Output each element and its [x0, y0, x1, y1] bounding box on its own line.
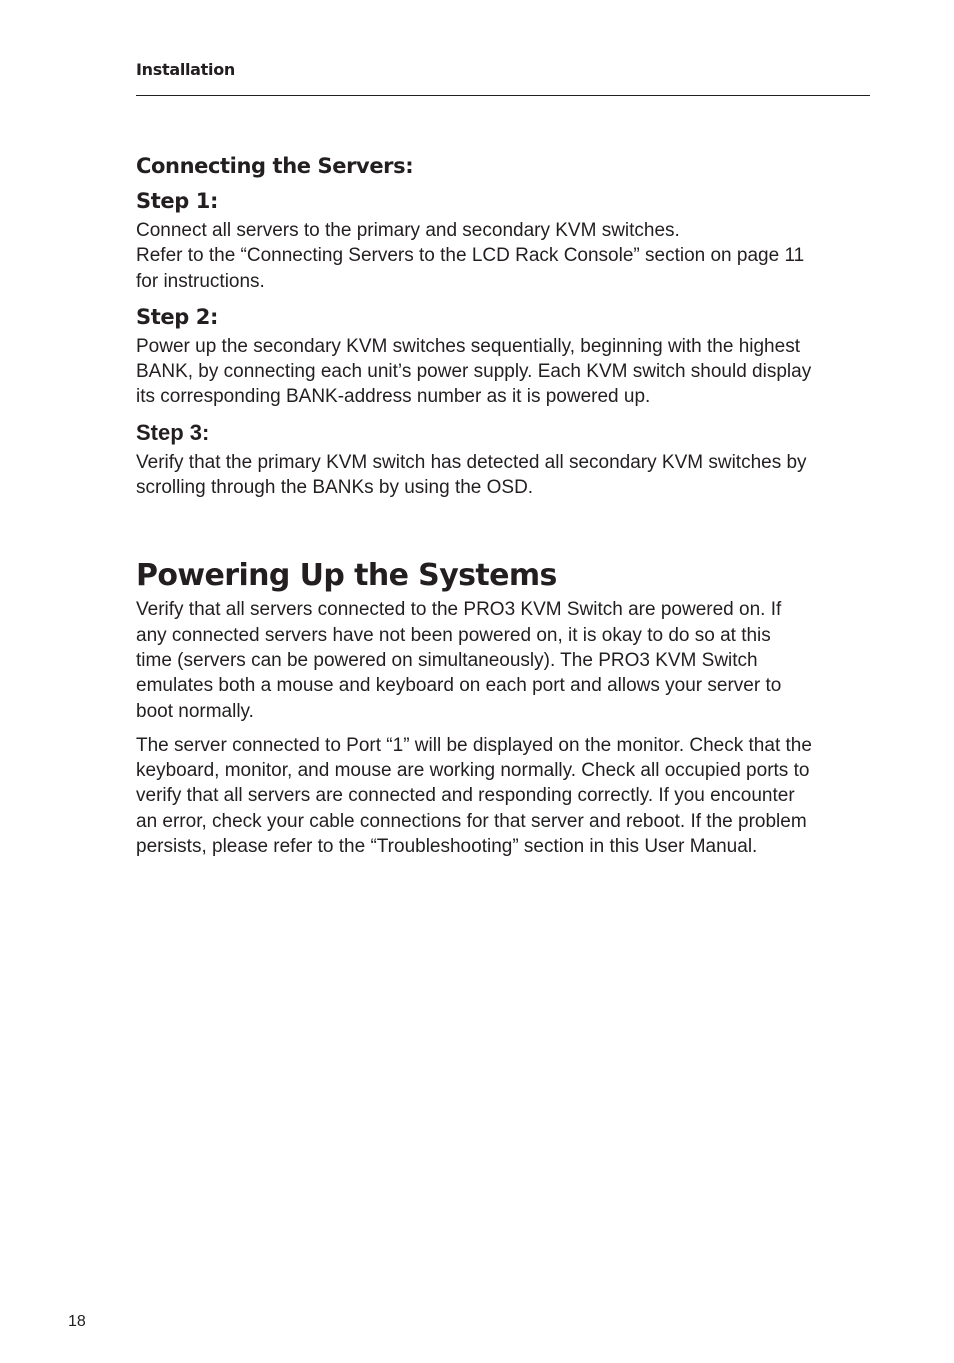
page-header [136, 58, 870, 96]
text-line: Verify that all servers connected to the PRO3 KVM Switch are powered on. If [136, 599, 782, 621]
text-line: any connected servers have not been powered on, it is okay to do so at this [136, 624, 771, 646]
text-line: its corresponding BANK-address number as it is powered up. [136, 386, 651, 408]
text-line: Power up the secondary KVM switches sequentially, beginning with the highest [136, 335, 800, 357]
text-line: verify that all servers are connected and responding correctly. If you encounter [136, 785, 795, 807]
text-line: emulates both a mouse and keyboard on each port and allows your server to [136, 675, 782, 697]
text-line: time (servers can be powered on simultaneously). The PRO3 KVM Switch [136, 649, 758, 671]
step-3-text [136, 450, 876, 501]
text-line: BANK, by connecting each unit’s power supply. Each KVM switch should display [136, 361, 812, 383]
text-line: boot normally. [136, 700, 254, 722]
text-line: keyboard, monitor, and mouse are working normally. Check all occupied ports to [136, 760, 810, 782]
step-2-text [136, 334, 876, 410]
text-line: for instructions. [136, 270, 265, 292]
page-number: 18 [68, 1313, 86, 1330]
step-1-title: Step 1: [136, 189, 218, 213]
powering-heading: Powering Up the Systems [136, 558, 557, 594]
text-line: Verify that the primary KVM switch has detected all secondary KVM switches by [136, 451, 807, 473]
text-line: The server connected to Port “1” will be displayed on the monitor. Check that the [136, 734, 812, 756]
text-line: Connect all servers to the primary and secondary KVM switches. [136, 220, 680, 241]
connecting-heading: Connecting the Servers: [136, 154, 414, 178]
text-line: persists, please refer to the “Troubleshooting” section in this User Manual. [136, 836, 758, 858]
text-line: scrolling through the BANKs by using the OSD. [136, 477, 534, 499]
page-content [136, 150, 876, 859]
step-2-title: Step 2: [136, 304, 218, 329]
step-1-text [136, 218, 876, 294]
powering-paragraph-1 [136, 597, 876, 723]
text-line: an error, check your cable connections for that server and reboot. If the problem [136, 810, 807, 832]
header-title: Installation [136, 60, 235, 79]
powering-paragraph-2 [136, 733, 876, 859]
text-line: Refer to the “Connecting Servers to the LCD Rack Console” section on page 11 [136, 245, 805, 267]
step-3-title: Step 3: [136, 419, 210, 445]
